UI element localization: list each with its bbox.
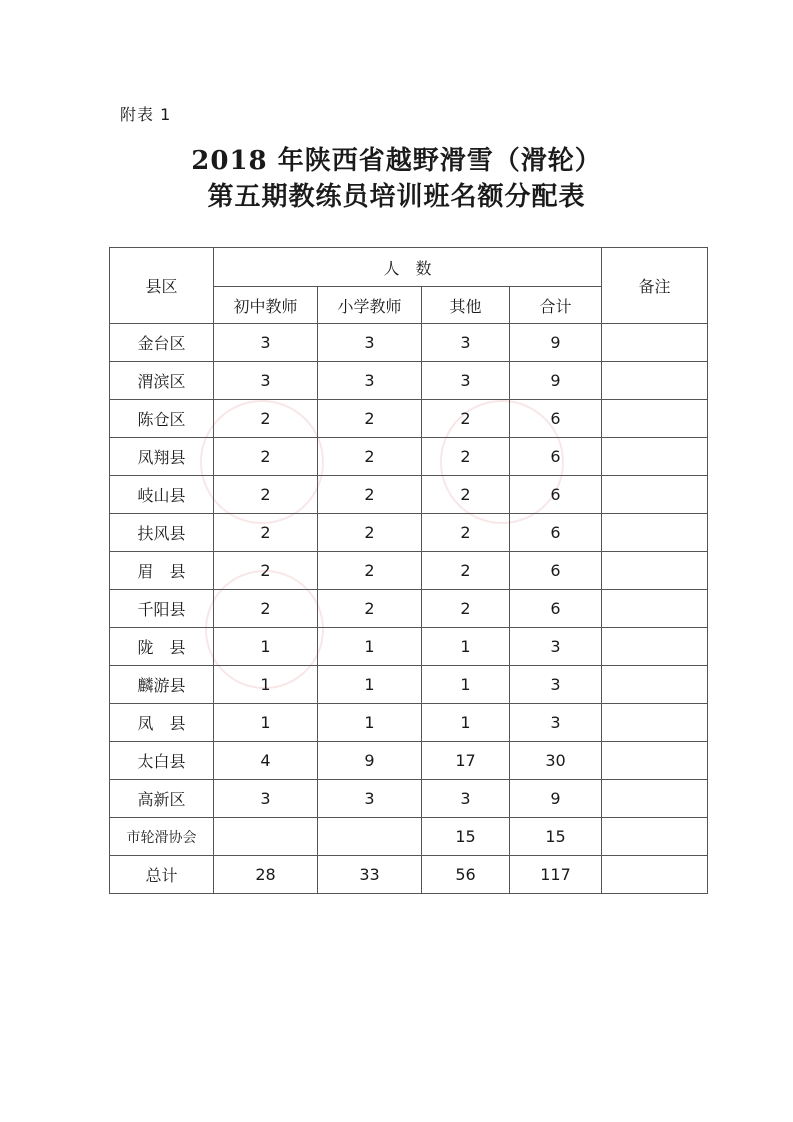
primary-teachers-cell: 2 [318, 476, 422, 514]
primary-teachers-cell: 2 [318, 514, 422, 552]
total-cell: 9 [510, 324, 602, 362]
district-cell: 陇 县 [110, 628, 214, 666]
table-row [110, 552, 708, 590]
table-row [110, 400, 708, 438]
other-cell: 3 [422, 362, 510, 400]
junior-teachers-cell: 1 [214, 666, 318, 704]
header-remarks: 备注 [602, 248, 708, 324]
total-cell: 6 [510, 514, 602, 552]
primary-teachers-cell [318, 818, 422, 856]
remark-cell [602, 362, 708, 400]
remark-cell [602, 552, 708, 590]
total-cell: 9 [510, 362, 602, 400]
primary-teachers-cell: 2 [318, 590, 422, 628]
table-row [110, 590, 708, 628]
junior-teachers-cell: 28 [214, 856, 318, 894]
junior-teachers-cell: 2 [214, 438, 318, 476]
table-row [110, 438, 708, 476]
table-row [110, 742, 708, 780]
total-cell: 3 [510, 666, 602, 704]
table-row [110, 362, 708, 400]
total-cell: 117 [510, 856, 602, 894]
junior-teachers-cell: 1 [214, 704, 318, 742]
junior-teachers-cell: 4 [214, 742, 318, 780]
table-body [110, 324, 708, 894]
table-row [110, 818, 708, 856]
remark-cell [602, 704, 708, 742]
table-row [110, 514, 708, 552]
other-cell: 3 [422, 780, 510, 818]
district-cell: 千阳县 [110, 590, 214, 628]
remark-cell [602, 476, 708, 514]
district-cell: 凤翔县 [110, 438, 214, 476]
district-cell: 凤 县 [110, 704, 214, 742]
header-primary-teachers: 小学教师 [318, 287, 422, 324]
district-cell: 渭滨区 [110, 362, 214, 400]
total-cell: 3 [510, 704, 602, 742]
district-cell: 总计 [110, 856, 214, 894]
table-row [110, 856, 708, 894]
total-cell: 3 [510, 628, 602, 666]
remark-cell [602, 514, 708, 552]
junior-teachers-cell: 1 [214, 628, 318, 666]
district-cell: 麟游县 [110, 666, 214, 704]
remark-cell [602, 818, 708, 856]
remark-cell [602, 742, 708, 780]
junior-teachers-cell: 3 [214, 780, 318, 818]
header-junior-teachers: 初中教师 [214, 287, 318, 324]
header-district: 县区 [110, 248, 214, 324]
other-cell: 2 [422, 438, 510, 476]
other-cell: 56 [422, 856, 510, 894]
district-cell: 扶风县 [110, 514, 214, 552]
junior-teachers-cell: 2 [214, 476, 318, 514]
junior-teachers-cell: 2 [214, 590, 318, 628]
primary-teachers-cell: 3 [318, 324, 422, 362]
other-cell: 15 [422, 818, 510, 856]
table-row [110, 666, 708, 704]
junior-teachers-cell [214, 818, 318, 856]
table-row [110, 704, 708, 742]
remark-cell [602, 780, 708, 818]
table-row [110, 628, 708, 666]
remark-cell [602, 666, 708, 704]
other-cell: 1 [422, 666, 510, 704]
remark-cell [602, 400, 708, 438]
primary-teachers-cell: 1 [318, 628, 422, 666]
other-cell: 1 [422, 704, 510, 742]
document-title-line-1: 2018 年陕西省越野滑雪（滑轮） [191, 146, 602, 176]
header-total: 合计 [510, 287, 602, 324]
primary-teachers-cell: 2 [318, 438, 422, 476]
other-cell: 17 [422, 742, 510, 780]
total-cell: 6 [510, 438, 602, 476]
junior-teachers-cell: 2 [214, 514, 318, 552]
table-row [110, 476, 708, 514]
district-cell: 岐山县 [110, 476, 214, 514]
district-cell: 市轮滑协会 [110, 818, 214, 856]
document-title-line-2: 第五期教练员培训班名额分配表 [207, 182, 586, 212]
quota-allocation-table [109, 247, 708, 894]
total-cell: 6 [510, 590, 602, 628]
district-cell: 金台区 [110, 324, 214, 362]
other-cell: 1 [422, 628, 510, 666]
header-other: 其他 [422, 287, 510, 324]
total-cell: 15 [510, 818, 602, 856]
district-cell: 眉 县 [110, 552, 214, 590]
junior-teachers-cell: 2 [214, 400, 318, 438]
junior-teachers-cell: 2 [214, 552, 318, 590]
district-cell: 高新区 [110, 780, 214, 818]
primary-teachers-cell: 1 [318, 666, 422, 704]
other-cell: 2 [422, 552, 510, 590]
remark-cell [602, 856, 708, 894]
junior-teachers-cell: 3 [214, 324, 318, 362]
other-cell: 2 [422, 476, 510, 514]
primary-teachers-cell: 3 [318, 362, 422, 400]
remark-cell [602, 590, 708, 628]
primary-teachers-cell: 3 [318, 780, 422, 818]
remark-cell [602, 324, 708, 362]
total-cell: 6 [510, 552, 602, 590]
other-cell: 2 [422, 590, 510, 628]
remark-cell [602, 628, 708, 666]
total-cell: 6 [510, 400, 602, 438]
primary-teachers-cell: 33 [318, 856, 422, 894]
total-cell: 30 [510, 742, 602, 780]
table-row [110, 324, 708, 362]
remark-cell [602, 438, 708, 476]
primary-teachers-cell: 2 [318, 400, 422, 438]
total-cell: 9 [510, 780, 602, 818]
district-cell: 陈仓区 [110, 400, 214, 438]
district-cell: 太白县 [110, 742, 214, 780]
appendix-label: 附表 1 [120, 105, 172, 124]
other-cell: 2 [422, 514, 510, 552]
other-cell: 2 [422, 400, 510, 438]
header-headcount-group: 人 数 [214, 248, 602, 287]
other-cell: 3 [422, 324, 510, 362]
primary-teachers-cell: 9 [318, 742, 422, 780]
total-cell: 6 [510, 476, 602, 514]
table-row [110, 780, 708, 818]
primary-teachers-cell: 1 [318, 704, 422, 742]
primary-teachers-cell: 2 [318, 552, 422, 590]
junior-teachers-cell: 3 [214, 362, 318, 400]
